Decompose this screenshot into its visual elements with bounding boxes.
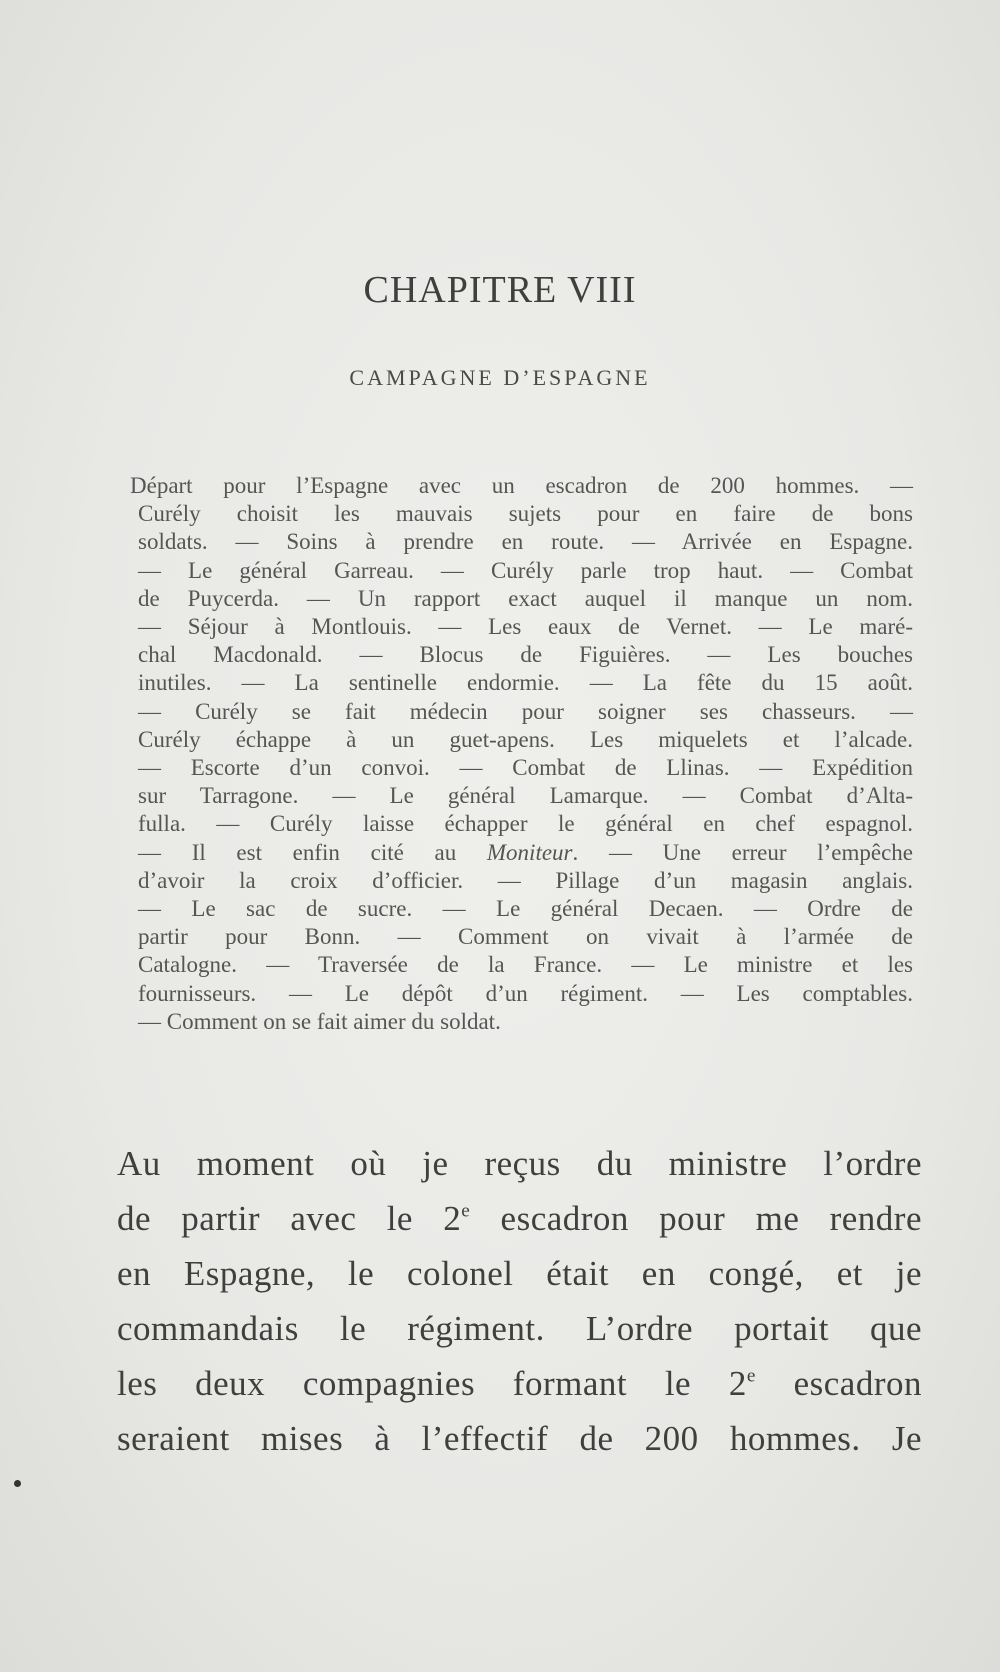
- summary-line: Catalogne. — Traversée de la France. — Le ministre et les: [138, 952, 913, 978]
- summary-line: partir pour Bonn. — Comment on vivait à l’armée de: [138, 924, 913, 950]
- summary-line: Départ pour l’Espagne avec un escadron de 200 hommes. —: [130, 473, 913, 498]
- body-line: [117, 1191, 922, 1246]
- body-line: [117, 1356, 922, 1411]
- body-text: les deux compagnies formant le 2: [117, 1364, 747, 1403]
- summary-text: — Il est enfin cité au: [138, 839, 457, 865]
- summary-line: inutiles. — La sentinelle endormie. — La fête du 15 août.: [138, 670, 913, 696]
- body-text: escadron pour me rendre: [470, 1199, 922, 1238]
- summary-line: — Séjour à Montlouis. — Les eaux de Vernet. — Le maré-: [138, 614, 913, 640]
- ordinal-superscript: e: [461, 1200, 471, 1222]
- summary-line: — Comment on se fait aimer du soldat.: [138, 1008, 501, 1034]
- body-line: Au moment où je reçus du ministre l’ordre: [117, 1144, 922, 1183]
- summary-text: . — Une erreur l’empêche: [572, 839, 913, 865]
- body-line: seraient mises à l’effectif de 200 hommes. Je: [117, 1419, 922, 1458]
- summary-line: Curély choisit les mauvais sujets pour en faire de bons: [138, 501, 913, 527]
- body-text: escadron: [755, 1364, 922, 1403]
- chapter-summary: [130, 472, 913, 1036]
- summary-line: [138, 839, 913, 867]
- moniteur-italic: Moniteur: [486, 839, 573, 865]
- ordinal-superscript: e: [746, 1365, 756, 1387]
- summary-line: — Le sac de sucre. — Le général Decaen. — Ordre de: [138, 896, 913, 922]
- ink-speck: [14, 1480, 21, 1487]
- summary-line: chal Macdonald. — Blocus de Figuières. — Les bouches: [138, 642, 913, 668]
- summary-line: — Escorte d’un convoi. — Combat de Llinas. — Expédition: [138, 755, 913, 781]
- summary-line: soldats. — Soins à prendre en route. — Arrivée en Espagne.: [138, 529, 913, 555]
- body-line: en Espagne, le colonel était en congé, et je: [117, 1254, 922, 1293]
- summary-line: — Curély se fait médecin pour soigner ses chasseurs. —: [138, 698, 913, 724]
- chapter-subtitle: CAMPAGNE D’ESPAGNE: [349, 365, 651, 390]
- summary-line: de Puycerda. — Un rapport exact auquel il manque un nom.: [138, 585, 913, 611]
- body-line: commandais le régiment. L’ordre portait que: [117, 1309, 922, 1348]
- summary-line: fulla. — Curély laisse échapper le général en chef espagnol.: [138, 811, 913, 837]
- summary-line: d’avoir la croix d’officier. — Pillage d’un magasin anglais.: [138, 867, 913, 893]
- summary-line: sur Tarragone. — Le général Lamarque. — Combat d’Alta-: [138, 783, 913, 809]
- summary-line: — Le général Garreau. — Curély parle trop haut. — Combat: [138, 557, 913, 583]
- summary-line: fournisseurs. — Le dépôt d’un régiment. — Les comptables.: [138, 980, 913, 1006]
- summary-line: Curély échappe à un guet-apens. Les miquelets et l’alcade.: [138, 726, 913, 752]
- body-paragraph: [117, 1136, 922, 1466]
- body-text: de partir avec le 2: [117, 1199, 462, 1238]
- chapter-title: CHAPITRE VIII: [363, 269, 637, 311]
